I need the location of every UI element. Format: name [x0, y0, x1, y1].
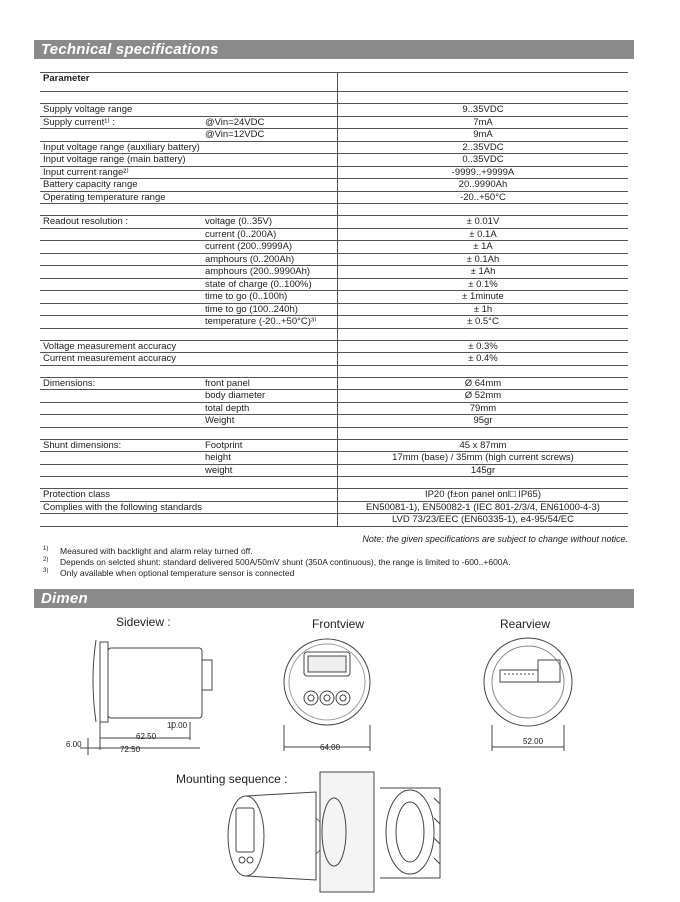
- spec-condition: [202, 501, 338, 514]
- spec-parameter: Input voltage range (auxiliary battery): [40, 141, 202, 154]
- header-cell: Parameter: [40, 73, 202, 88]
- spec-row: [40, 316, 628, 329]
- spec-condition: state of charge (0..100%): [202, 278, 338, 291]
- spec-row: [40, 253, 628, 266]
- spec-row: [40, 452, 628, 465]
- dim-sideview-10: 10.00: [167, 721, 188, 730]
- footnote-2: [43, 557, 511, 567]
- spec-row: [40, 353, 628, 366]
- specs-table: [40, 72, 628, 527]
- dimensions-section-header: [34, 589, 634, 608]
- spec-row: [40, 415, 628, 428]
- footnote-3: [43, 568, 295, 578]
- spec-row: [40, 228, 628, 241]
- specs-section-title: Technical specifications: [41, 41, 219, 58]
- spec-row: [40, 154, 628, 167]
- spec-value: ± 1Ah: [337, 266, 628, 279]
- spec-row: [40, 116, 628, 129]
- spec-value: 45 x 87mm: [337, 439, 628, 452]
- spec-value: ± 1A: [337, 241, 628, 254]
- spec-row: [40, 104, 628, 117]
- spec-parameter: [40, 514, 202, 527]
- spec-parameter: Supply current¹⁾ :: [40, 116, 202, 129]
- spec-parameter: Input current range²⁾: [40, 166, 202, 179]
- footnote-text: Only available when optional temperature sensor is connected: [60, 568, 295, 578]
- spec-parameter: [40, 253, 202, 266]
- dim-rearview-52: 52.00: [523, 737, 544, 746]
- spec-value: -20..+50°C: [337, 191, 628, 204]
- spec-value: ± 0.1A: [337, 228, 628, 241]
- spec-row: [40, 166, 628, 179]
- rearview-label: Rearview: [500, 617, 551, 631]
- dim-sideview-6: 6.00: [66, 740, 82, 749]
- spec-row: [40, 278, 628, 291]
- spec-parameter: [40, 415, 202, 428]
- spec-condition: temperature (-20..+50°C)³⁾: [202, 316, 338, 329]
- spec-row: [40, 179, 628, 192]
- spec-value: 145gr: [337, 464, 628, 477]
- spec-parameter: [40, 278, 202, 291]
- spec-row: [40, 464, 628, 477]
- spec-condition: @Vin=24VDC: [202, 116, 338, 129]
- spec-parameter: Shunt dimensions:: [40, 439, 202, 452]
- footnote-mark: 3): [43, 568, 49, 575]
- spec-condition: [202, 104, 338, 117]
- spec-condition: [202, 489, 338, 502]
- spec-value: LVD 73/23/EEC (EN60335-1), e4-95/54/EC: [337, 514, 628, 527]
- spec-row: [40, 377, 628, 390]
- spec-value: Ø 64mm: [337, 377, 628, 390]
- dimensions-section-title: Dimen: [41, 590, 88, 607]
- spec-value: EN50081-1), EN50082-1 (IEC 801-2/3/4, EN61000-4-3): [337, 501, 628, 514]
- mounting-label: Mounting sequence :: [176, 772, 288, 786]
- spec-condition: [202, 353, 338, 366]
- spec-parameter: [40, 241, 202, 254]
- spec-condition: @Vin=12VDC: [202, 129, 338, 142]
- spec-value: IP20 (f±on panel onl□ IP65): [337, 489, 628, 502]
- spec-row: [40, 501, 628, 514]
- spec-condition: amphours (0..200Ah): [202, 253, 338, 266]
- spec-row: [40, 266, 628, 279]
- spec-parameter: [40, 266, 202, 279]
- spec-value: -9999..+9999A: [337, 166, 628, 179]
- spec-parameter: Current measurement accuracy: [40, 353, 202, 366]
- spec-value: 2..35VDC: [337, 141, 628, 154]
- spec-row: [40, 303, 628, 316]
- spec-value: 79mm: [337, 402, 628, 415]
- spec-value: ± 0.1%: [337, 278, 628, 291]
- spec-condition: current (200..9999A): [202, 241, 338, 254]
- spec-row: [40, 141, 628, 154]
- spec-value: ± 1h: [337, 303, 628, 316]
- spec-condition: time to go (0..100h): [202, 291, 338, 304]
- spec-condition: voltage (0..35V): [202, 216, 338, 229]
- spec-parameter: Dimensions:: [40, 377, 202, 390]
- spec-parameter: Battery capacity range: [40, 179, 202, 192]
- spec-value: ± 0.01V: [337, 216, 628, 229]
- spec-row: [40, 402, 628, 415]
- spec-condition: height: [202, 452, 338, 465]
- spec-parameter: [40, 316, 202, 329]
- mounting-sequence-drawing: [220, 768, 460, 898]
- spec-parameter: [40, 464, 202, 477]
- spec-row: [40, 129, 628, 142]
- specs-header-row: [40, 73, 628, 88]
- spec-parameter: Supply voltage range: [40, 104, 202, 117]
- spec-note: Note: the given specifications are subject to change without notice.: [362, 534, 628, 544]
- specs-section-header: [34, 40, 634, 59]
- spec-parameter: [40, 228, 202, 241]
- frontview-drawing: [280, 630, 380, 755]
- spec-condition: total depth: [202, 402, 338, 415]
- spec-condition: [202, 154, 338, 167]
- spec-condition: front panel: [202, 377, 338, 390]
- spec-value: 17mm (base) / 35mm (high current screws): [337, 452, 628, 465]
- footnote-text: Depends on selcted shunt: standard delivered 500A/50mV shunt (350A continuous), the range is limited to -600..+600A.: [60, 557, 511, 567]
- spec-parameter: [40, 303, 202, 316]
- spec-condition: [202, 141, 338, 154]
- spec-value: Ø 52mm: [337, 390, 628, 403]
- spec-condition: body diameter: [202, 390, 338, 403]
- footnote-mark: 2): [43, 557, 49, 564]
- spec-value: 9..35VDC: [337, 104, 628, 117]
- footnote-text: Measured with backlight and alarm relay turned off.: [60, 546, 253, 556]
- footnote-1: [43, 546, 253, 556]
- spec-condition: time to go (100..240h): [202, 303, 338, 316]
- spec-condition: [202, 340, 338, 353]
- spec-value: ± 0.3%: [337, 340, 628, 353]
- spec-row: [40, 241, 628, 254]
- spec-value: ± 1minute: [337, 291, 628, 304]
- spec-row: [40, 191, 628, 204]
- spec-parameter: [40, 390, 202, 403]
- spec-parameter: Readout resolution :: [40, 216, 202, 229]
- dim-frontview-64: 64.00: [320, 743, 341, 752]
- spec-condition: [202, 514, 338, 527]
- spec-parameter: [40, 129, 202, 142]
- spec-row: [40, 216, 628, 229]
- spec-value: ± 0.1Ah: [337, 253, 628, 266]
- spec-parameter: Operating temperature range: [40, 191, 202, 204]
- spec-row: [40, 291, 628, 304]
- spec-value: ± 0.5°C: [337, 316, 628, 329]
- spec-row: [40, 514, 628, 527]
- spec-parameter: [40, 402, 202, 415]
- sideview-label: Sideview :: [116, 615, 171, 629]
- dim-sideview-72: 72.50: [120, 745, 141, 754]
- spec-value: 9mA: [337, 129, 628, 142]
- spec-value: 0..35VDC: [337, 154, 628, 167]
- spec-value: ± 0.4%: [337, 353, 628, 366]
- spec-condition: amphours (200..9990Ah): [202, 266, 338, 279]
- spec-row: [40, 439, 628, 452]
- spec-parameter: Protection class: [40, 489, 202, 502]
- spec-parameter: [40, 291, 202, 304]
- spec-value: 20..9990Ah: [337, 179, 628, 192]
- spec-row: [40, 489, 628, 502]
- spec-condition: Footprint: [202, 439, 338, 452]
- spec-condition: [202, 166, 338, 179]
- spec-parameter: Voltage measurement accuracy: [40, 340, 202, 353]
- spec-row: [40, 390, 628, 403]
- dim-sideview-62: 62.50: [136, 732, 157, 741]
- spec-parameter: Complies with the following standards: [40, 501, 202, 514]
- spec-parameter: [40, 452, 202, 465]
- spec-value: 7mA: [337, 116, 628, 129]
- footnote-mark: 1): [43, 546, 49, 553]
- spec-value: 95gr: [337, 415, 628, 428]
- spec-condition: Weight: [202, 415, 338, 428]
- spec-parameter: Input voltage range (main battery): [40, 154, 202, 167]
- spec-condition: weight: [202, 464, 338, 477]
- spec-condition: [202, 179, 338, 192]
- spec-condition: current (0..200A): [202, 228, 338, 241]
- spec-row: [40, 340, 628, 353]
- spec-condition: [202, 191, 338, 204]
- frontview-label: Frontview: [312, 617, 365, 631]
